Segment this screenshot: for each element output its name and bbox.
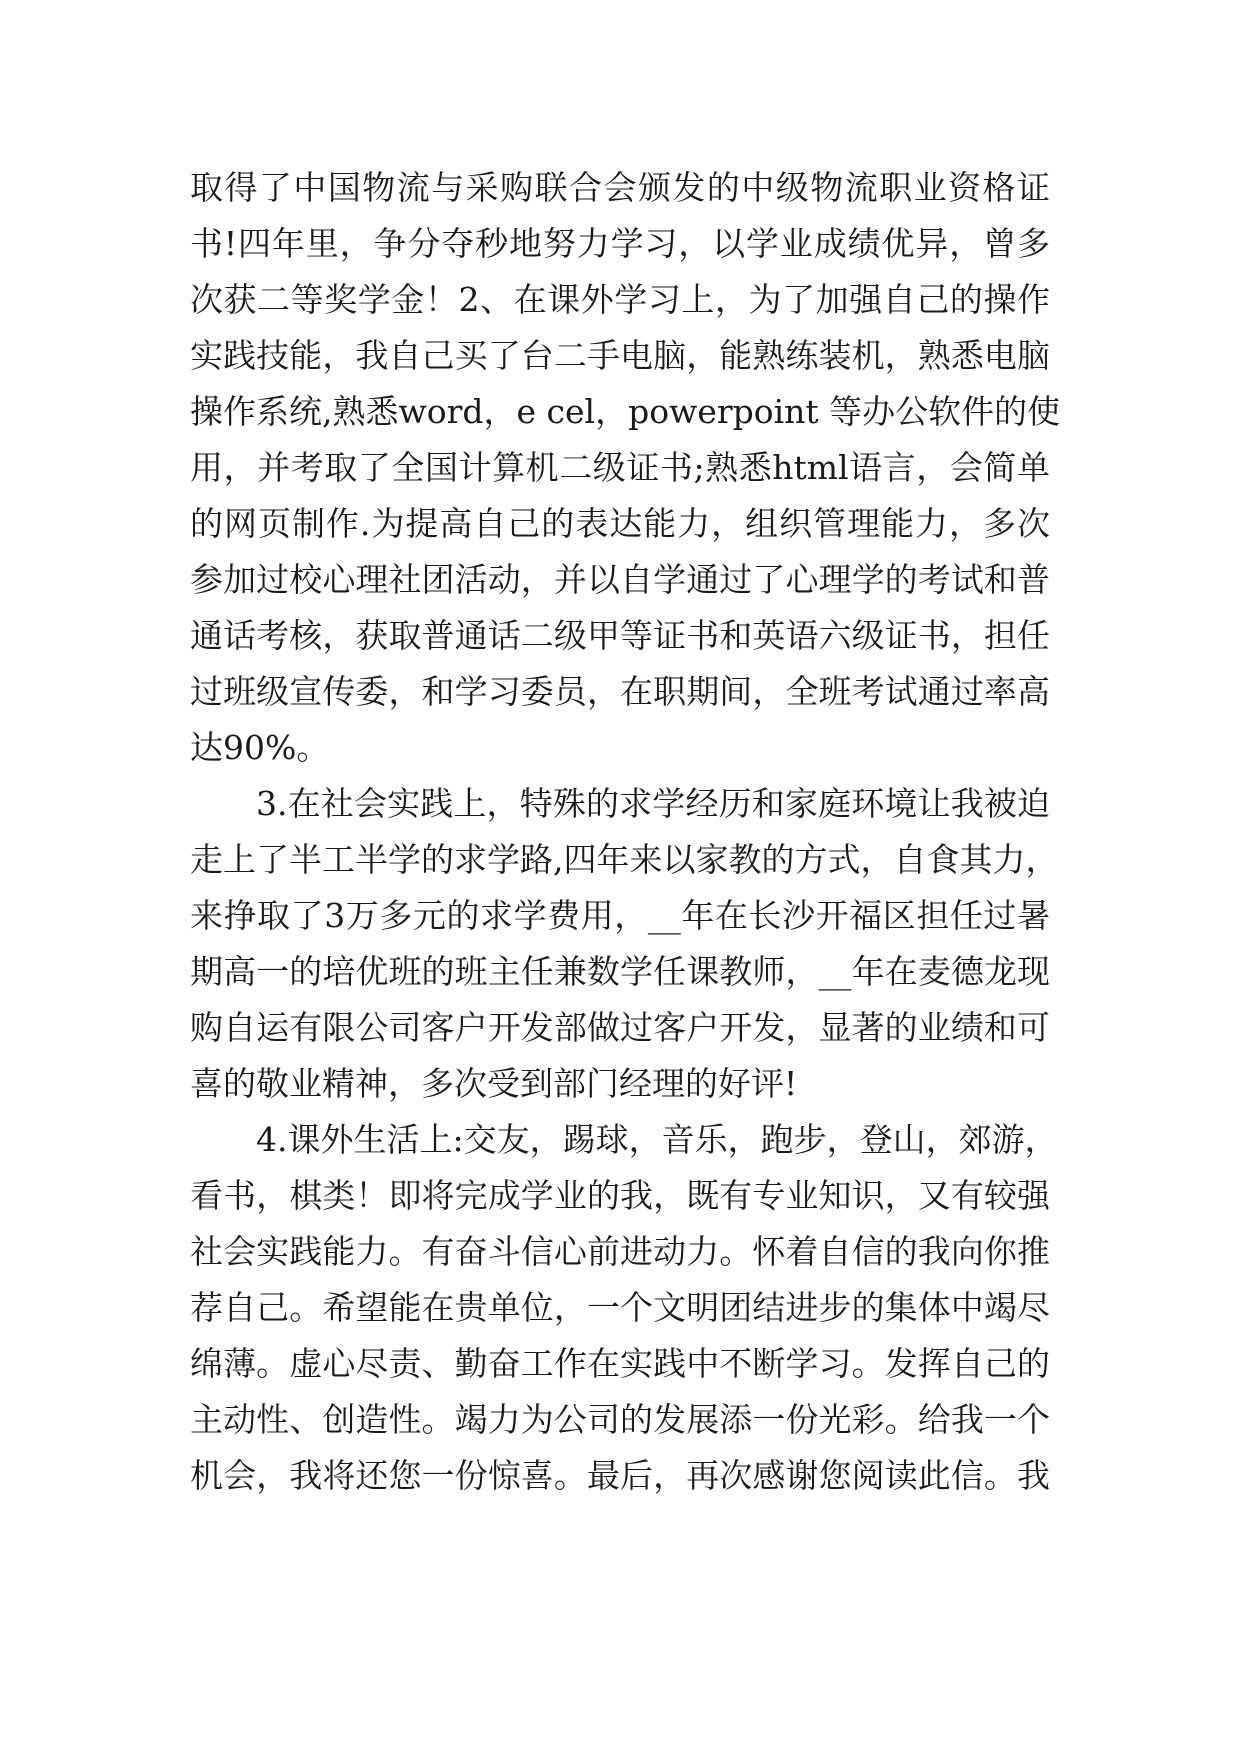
text-line: 书!四年里，争分夺秒地努力学习，以学业成绩优异，曾多 (190, 224, 1050, 263)
text-line: 的网页制作.为提高自己的表达能力，组织管理能力，多次 (190, 504, 1050, 543)
text-line: 荐自己。希望能在贵单位，一个文明团结进步的集体中竭尽 (190, 1288, 1050, 1327)
text-line: 4.课外生活上:交友，踢球，音乐，跑步，登山，郊游， (256, 1120, 1058, 1159)
text-line: 通话考核，获取普通话二级甲等证书和英语六级证书，担任 (190, 616, 1050, 655)
text-line: 喜的敬业精神，多次受到部门经理的好评! (190, 1064, 798, 1103)
text-line: 达90%。 (190, 728, 330, 767)
text-line: 取得了中国物流与采购联合会颁发的中级物流职业资格证 (190, 168, 1050, 207)
text-line: 操作系统,熟悉word，e cel，powerpoint 等办公软件的使 (190, 392, 1061, 431)
text-line: 实践技能，我自己买了台二手电脑，能熟练装机，熟悉电脑 (190, 336, 1050, 375)
text-line: 3.在社会实践上，特殊的求学经历和家庭环境让我被迫 (256, 784, 1050, 823)
text-line: 来挣取了3万多元的求学费用，__年在长沙开福区担任过暑 (190, 896, 1050, 935)
text-line: 走上了半工半学的求学路,四年来以家教的方式，自食其力， (190, 840, 1059, 879)
text-line: 看书，棋类！即将完成学业的我，既有专业知识，又有较强 (190, 1176, 1050, 1215)
text-line: 绵薄。虚心尽责、勤奋工作在实践中不断学习。发挥自己的 (190, 1344, 1050, 1383)
text-line: 参加过校心理社团活动，并以自学通过了心理学的考试和普 (190, 560, 1050, 599)
text-line: 次获二等奖学金！2、在课外学习上，为了加强自己的操作 (190, 280, 1050, 319)
text-line: 主动性、创造性。竭力为公司的发展添一份光彩。给我一个 (190, 1400, 1050, 1439)
document-body (190, 160, 1061, 1504)
text-line: 过班级宣传委，和学习委员，在职期间，全班考试通过率高 (190, 672, 1050, 711)
text-line: 期高一的培优班的班主任兼数学任课教师，__年在麦德龙现 (190, 952, 1050, 991)
text-line: 用，并考取了全国计算机二级证书;熟悉html语言，会简单 (190, 448, 1050, 487)
text-line: 社会实践能力。有奋斗信心前进动力。怀着自信的我向你推 (190, 1232, 1050, 1271)
text-line: 机会，我将还您一份惊喜。最后，再次感谢您阅读此信。我 (190, 1456, 1050, 1495)
text-line: 购自运有限公司客户开发部做过客户开发，显著的业绩和可 (190, 1008, 1050, 1047)
